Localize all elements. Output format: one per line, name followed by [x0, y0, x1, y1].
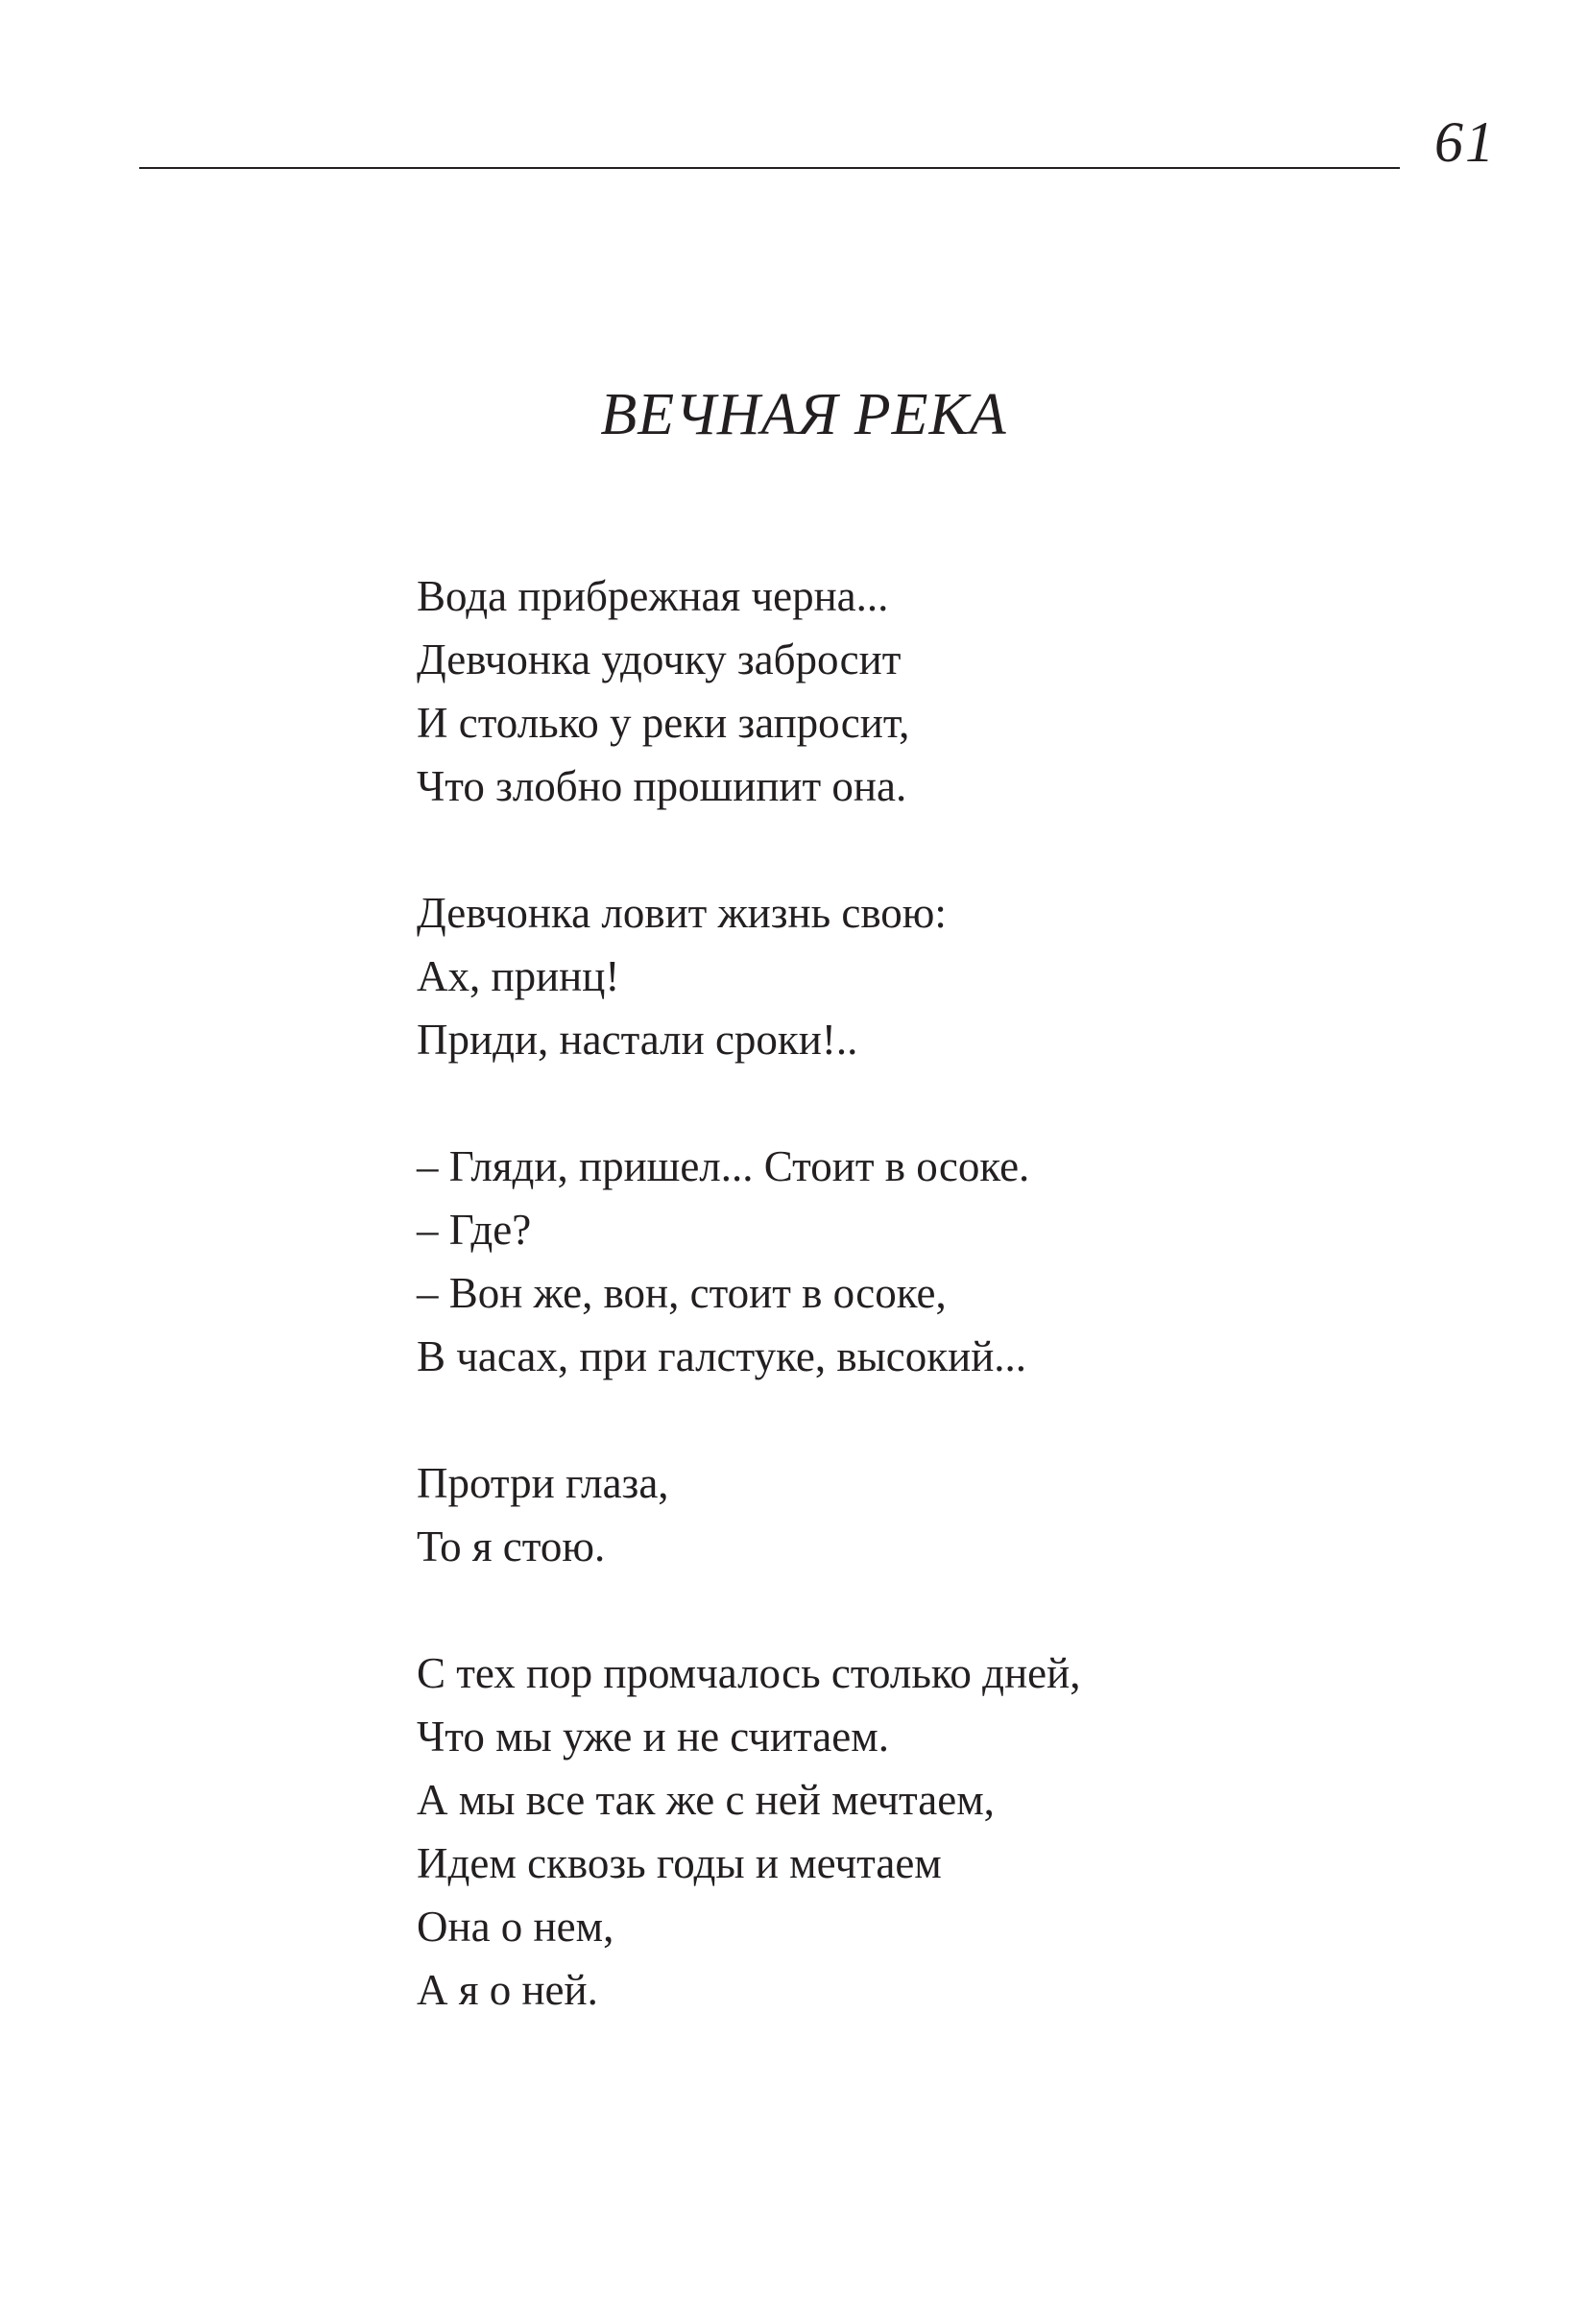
header-rule — [139, 167, 1400, 169]
poem-line: Что злобно прошипит она. — [417, 762, 907, 810]
poem-line: И столько у реки запросит, — [417, 699, 910, 747]
poem-line: Приди, настали сроки!.. — [417, 1016, 858, 1064]
poem-line: Ах, принц! — [417, 952, 620, 1000]
page-number: 61 — [1434, 110, 1496, 174]
poem-line: В часах, при галстуке, высокий... — [417, 1332, 1027, 1380]
poem-line: Вода прибрежная черна... — [417, 572, 889, 620]
poem-line: Она о нем, — [417, 1903, 614, 1951]
stanza — [417, 881, 1473, 1071]
poem-line: Девчонка ловит жизнь свою: — [417, 889, 947, 937]
stanza — [417, 1135, 1473, 1388]
poem-line: – Вон же, вон, стоит в осоке, — [417, 1269, 947, 1317]
poem-line: То я стою. — [417, 1522, 606, 1570]
poem-line: А мы все так же с ней мечтаем, — [417, 1776, 995, 1824]
poem-line: А я о ней. — [417, 1966, 598, 2014]
poem-line: Девчонка удочку забросит — [417, 635, 902, 683]
poem-line: – Гляди, пришел... Стоит в осоке. — [417, 1142, 1030, 1190]
poem-line: Протри глаза, — [417, 1459, 669, 1507]
stanza — [417, 1641, 1473, 2022]
poem-title: ВЕЧНАЯ РЕКА — [600, 382, 1007, 447]
poem-line: Что мы уже и не считаем. — [417, 1713, 889, 1761]
stanza — [417, 564, 1473, 818]
poem-line: – Где? — [417, 1206, 532, 1254]
stanza — [417, 1451, 1473, 1578]
poem-line: Идем сквозь годы и мечтаем — [417, 1839, 942, 1887]
poem-body — [417, 564, 1473, 2022]
poem-line: С тех пор промчалось столько дней, — [417, 1649, 1081, 1697]
